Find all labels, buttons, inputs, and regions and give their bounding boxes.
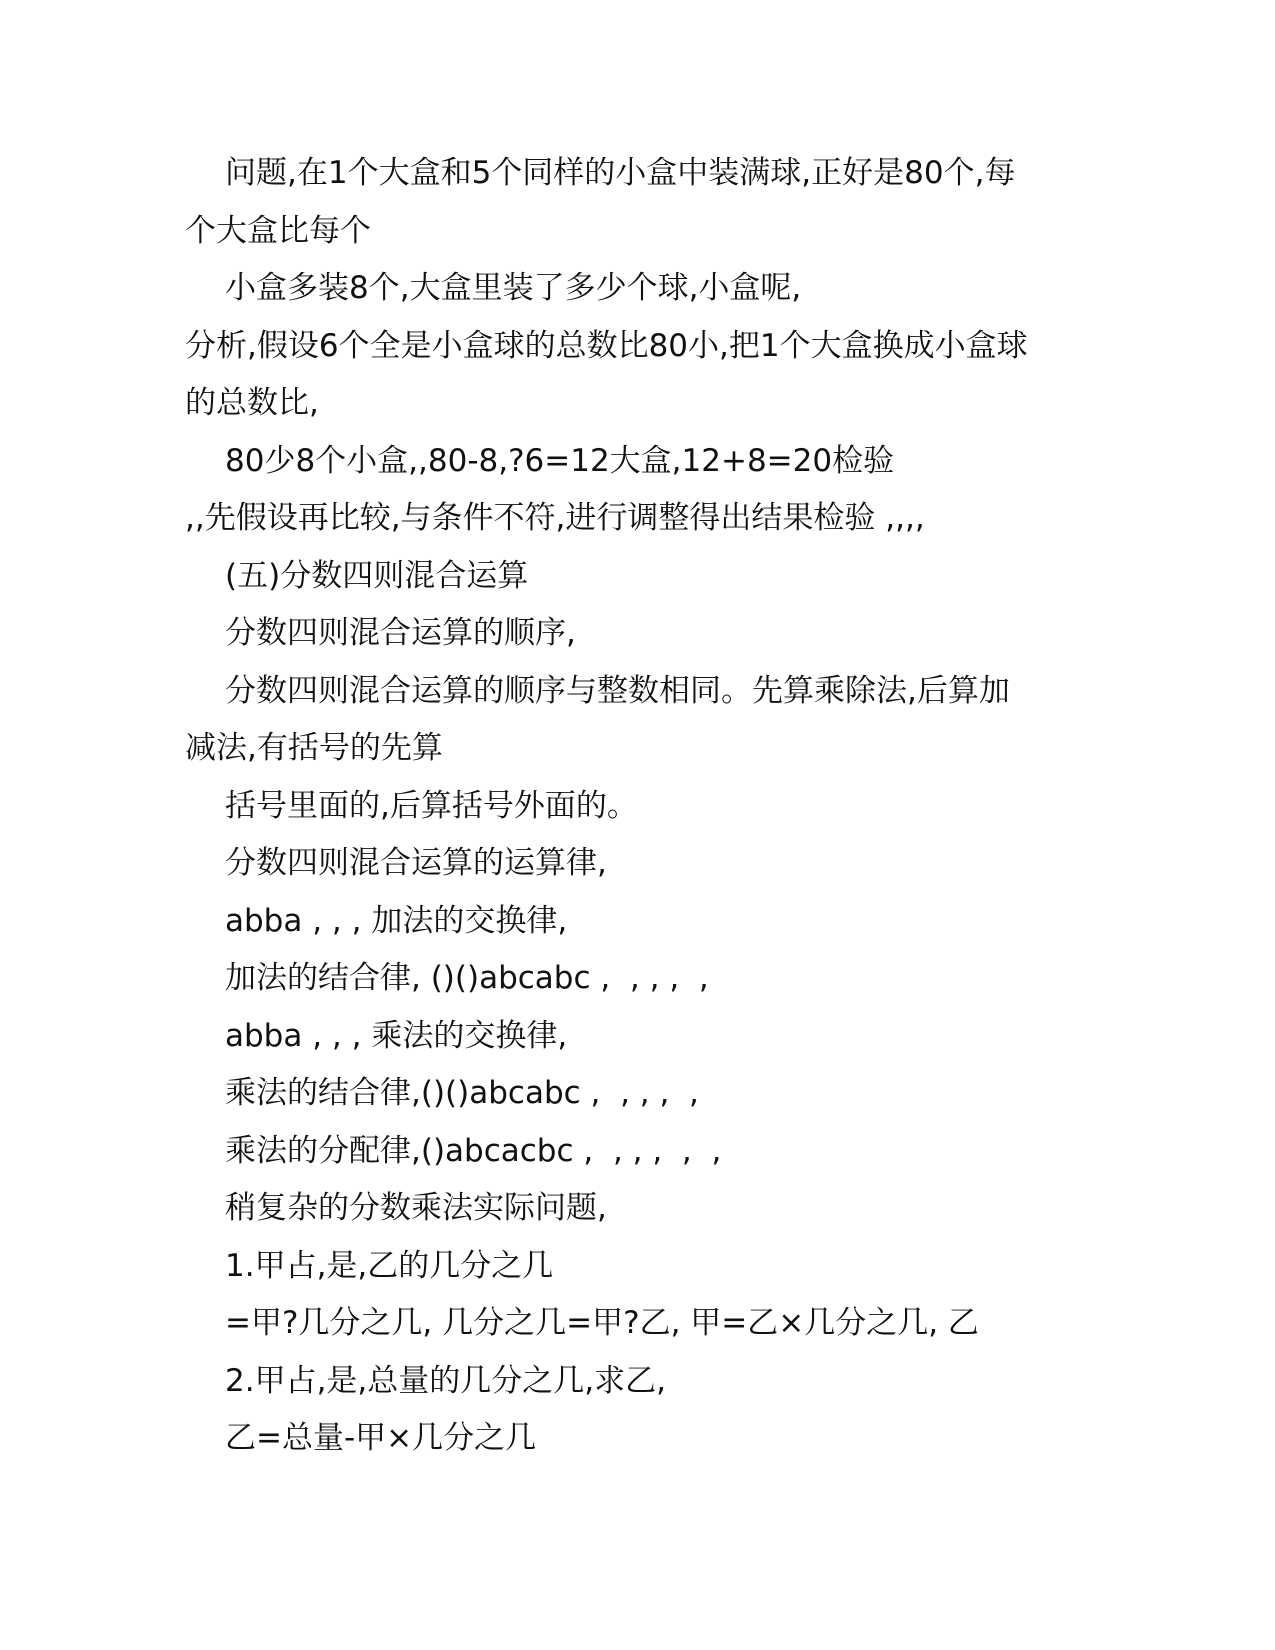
- text-line: 括号里面的,后算括号外面的。: [225, 787, 638, 824]
- text-line: abba , , , 乘法的交换律,: [225, 1017, 568, 1054]
- text-line: =甲?几分之几, 几分之几=甲?乙, 甲=乙×几分之几, 乙: [225, 1305, 979, 1341]
- text-line: 个大盒比每个: [185, 212, 371, 249]
- text-line: 乙=总量-甲×几分之几: [225, 1420, 537, 1456]
- text-line: 小盒多装8个,大盒里装了多少个球,小盒呢,: [225, 270, 802, 306]
- text-line: ,,先假设再比较,与条件不符,进行调整得出结果检验 ,,,,: [185, 500, 925, 536]
- text-line: 分数四则混合运算的顺序与整数相同。先算乘除法,后算加: [225, 672, 1010, 709]
- text-line: 加法的结合律, ()()abcabc , , , , ,: [225, 960, 709, 996]
- text-line: 乘法的结合律,()()abcabc , , , , ,: [225, 1075, 699, 1111]
- text-line: 稍复杂的分数乘法实际问题,: [225, 1190, 607, 1226]
- text-line: 分数四则混合运算的运算律,: [225, 845, 607, 881]
- document-body: [185, 145, 1085, 1468]
- text-line: 减法,有括号的先算: [185, 730, 443, 766]
- text-line: 分析,假设6个全是小盒球的总数比80小,把1个大盒换成小盒球: [185, 327, 1028, 364]
- text-line: 的总数比,: [185, 385, 319, 421]
- text-line: 分数四则混合运算的顺序,: [225, 615, 576, 651]
- text-line: 1.甲占,是,乙的几分之几: [225, 1247, 554, 1284]
- text-line: 80少8个小盒,,80-8,?6=12大盒,12+8=20检验: [225, 442, 895, 479]
- section-heading: (五)分数四则混合运算: [225, 557, 529, 594]
- text-line: 2.甲占,是,总量的几分之几,求乙,: [225, 1362, 666, 1399]
- text-line: 乘法的分配律,()abcacbc , , , , , ,: [225, 1132, 722, 1169]
- text-line: abba , , , 加法的交换律,: [225, 902, 568, 939]
- text-line: 问题,在1个大盒和5个同样的小盒中装满球,正好是80个,每: [225, 155, 1016, 191]
